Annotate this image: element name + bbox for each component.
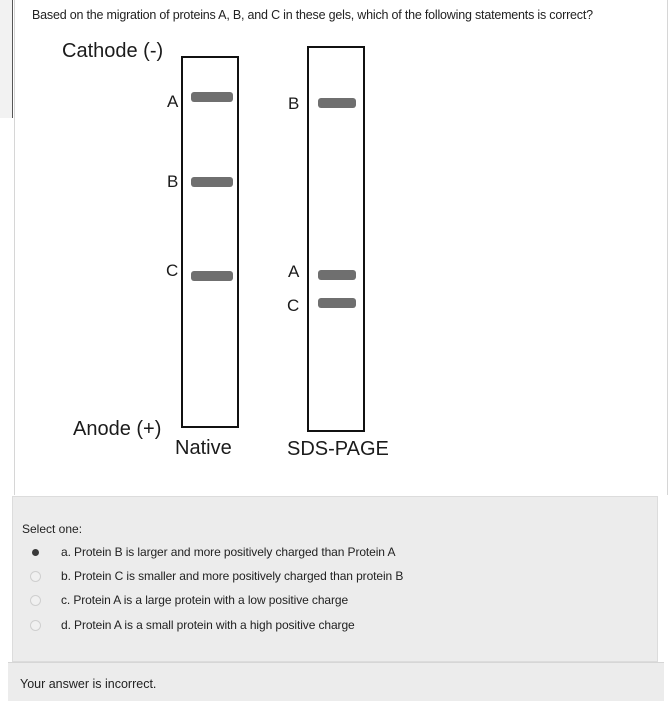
option-c-radio[interactable]	[30, 595, 41, 606]
sds-band-a	[318, 270, 356, 280]
native-band-b-label: B	[167, 172, 179, 191]
option-c[interactable]	[30, 590, 348, 610]
sds-band-b	[318, 98, 356, 108]
native-band-a	[191, 92, 233, 102]
option-b[interactable]	[30, 566, 403, 586]
native-band-b	[191, 177, 233, 187]
option-d[interactable]	[30, 615, 355, 635]
native-band-a-label: A	[167, 92, 179, 111]
sds-band-c-label: C	[287, 296, 300, 315]
option-d-radio[interactable]	[30, 620, 41, 631]
native-band-c-label: C	[166, 261, 179, 280]
option-a-radio[interactable]	[32, 549, 39, 556]
native-gel-title: Native	[175, 437, 232, 459]
option-a[interactable]	[30, 542, 395, 562]
sds-gel-title: SDS-PAGE	[287, 438, 389, 460]
native-band-c	[191, 271, 233, 281]
left-accent-bar	[0, 0, 13, 118]
sds-band-a-label: A	[288, 262, 300, 281]
native-gel-lane	[181, 56, 239, 428]
option-b-radio[interactable]	[30, 571, 41, 582]
cathode-label: Cathode (-)	[62, 40, 164, 62]
anode-label: Anode (+)	[73, 418, 162, 440]
option-a-text: a. Protein B is larger and more positively charged than Protein A	[61, 545, 396, 559]
option-d-text: d. Protein A is a small protein with a high positive charge	[61, 618, 355, 632]
option-c-text: c. Protein A is a large protein with a low positive charge	[61, 593, 349, 607]
select-one-prompt: Select one:	[22, 522, 83, 536]
question-text: Based on the migration of proteins A, B, and C in these gels, which of the following statements is correct?	[32, 8, 593, 22]
sds-band-c	[318, 298, 356, 308]
feedback-text: Your answer is incorrect.	[20, 677, 157, 691]
sds-band-b-label: B	[288, 94, 300, 113]
option-b-text: b. Protein C is smaller and more positively charged than protein B	[61, 569, 404, 583]
